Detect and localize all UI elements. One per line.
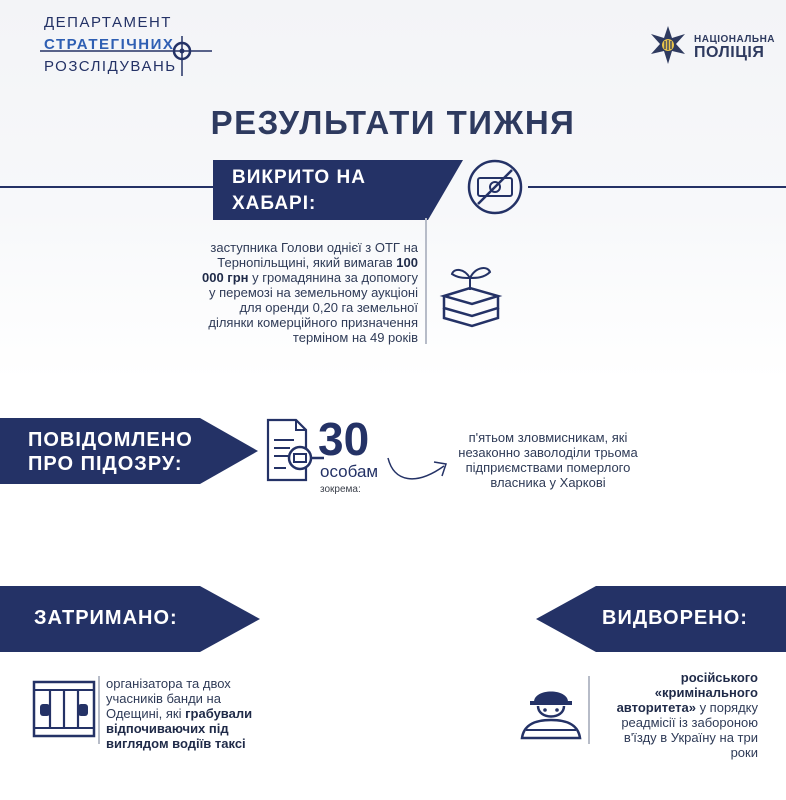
bribe-banner-line-2: ХАБАРІ: <box>232 193 317 214</box>
page-title: РЕЗУЛЬТАТИ ТИЖНЯ <box>210 104 576 141</box>
prisoner-icon <box>516 680 586 742</box>
dept-line-3: РОЗСЛІДУВАНЬ <box>44 58 177 75</box>
expelled-bold: російського «кримінального авторитета» <box>616 670 758 715</box>
document-stamp-icon <box>264 418 324 484</box>
bribe-text-1: заступника Голови однієї з ОТГ на Тернопільщині, який вимагав <box>210 240 418 270</box>
suspicion-unit: особам <box>320 462 379 481</box>
bribe-text-2: у громадянина за допомогу у перемозі на земельному аукціоні для оренди 0,20 га земельної ділянки комерційного призначення терміном на 49 років <box>208 270 418 345</box>
detained-text: організатора та двох учасників банди на Одещині, які <box>106 676 231 721</box>
dept-crosshair-icon <box>40 36 220 76</box>
police-logo-line-1: НАЦІОНАЛЬНА <box>694 34 776 45</box>
bribe-vertical-divider <box>425 218 427 344</box>
police-star-icon <box>648 26 688 66</box>
bribe-rule-right <box>528 186 786 188</box>
police-logo-line-2: ПОЛІЦІЯ <box>694 44 765 61</box>
curved-arrow-icon <box>386 452 452 492</box>
detained-description <box>106 676 264 751</box>
suspicion-note: зокрема: <box>320 484 361 495</box>
expelled-description <box>594 670 758 760</box>
bribe-rule-left <box>0 186 218 188</box>
expelled-banner: ВИДВОРЕНО: <box>602 607 748 629</box>
detained-banner: ЗАТРИМАНО: <box>34 607 178 629</box>
dept-line-2: СТРАТЕГІЧНИХ <box>44 36 175 53</box>
suspicion-banner-line-1: ПОВІДОМЛЕНО <box>28 429 193 451</box>
bribe-banner <box>232 165 366 217</box>
detained-bold: грабували відпочиваючих під виглядом водіїв таксі <box>106 706 253 751</box>
prison-bars-icon <box>32 680 98 740</box>
suspicion-description: п'ятьом зловмисникам, які незаконно заволоділи трьома підприємствами померлого власника у Харкові <box>458 430 638 490</box>
detained-divider <box>98 676 100 744</box>
suspicion-count: 30 <box>318 413 370 465</box>
bribe-description <box>196 240 418 345</box>
expelled-divider <box>588 676 590 744</box>
suspicion-banner-line-2: ПРО ПІДОЗРУ: <box>28 453 183 475</box>
dept-line-1: ДЕПАРТАМЕНТ <box>44 14 172 31</box>
bribe-banner-line-1: ВИКРИТО НА <box>232 167 366 188</box>
no-money-icon <box>466 158 524 216</box>
land-sprout-icon <box>436 262 506 326</box>
suspicion-banner <box>28 428 193 476</box>
expelled-text: у порядку реадмісії із забороною в'їзду в Україну на три роки <box>621 700 758 760</box>
bribe-amount: 100 000 грн <box>202 255 418 285</box>
